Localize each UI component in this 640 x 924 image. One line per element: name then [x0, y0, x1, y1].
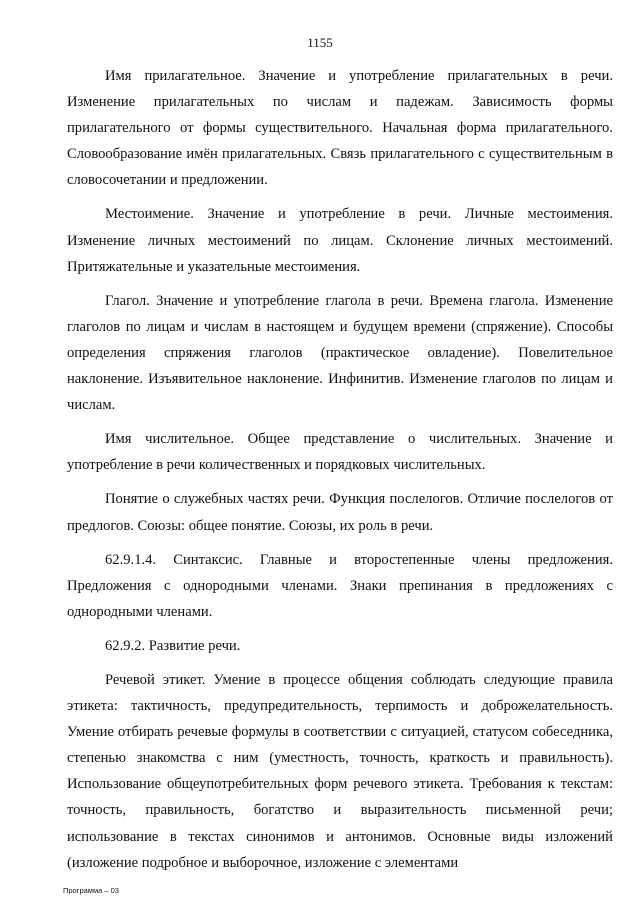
- paragraph-function-words: Понятие о служебных частях речи. Функция послелогов. Отличие послелогов от предлогов. Союзы: общее понятие. Союзы, их роль в речи.: [67, 491, 613, 534]
- section-heading-speech-development: 62.9.2. Развитие речи.: [105, 637, 241, 654]
- paragraph-numeral: Имя числительное. Общее представление о числительных. Значение и употребление в речи количественных и порядковых числительных.: [67, 431, 613, 474]
- page-number: 1155: [307, 35, 333, 50]
- paragraph-speech-etiquette: Речевой этикет. Умение в процессе общения соблюдать следующие правила этикета: тактичность, предупредительность, терпимость и доброжелательность. Умение отбирать речевые формулы в соответствии с ситуацией, статусом собеседника, степенью знакомства с ним (уместность, точность, краткость и правильность). Использование общеупотребительных форм речевого этикета. Требования к текстам: точность, правильность, богатство и выразительность письменной речи; использование в текстах синонимов и антонимов. Основные виды изложений (изложение подробное и выборочное, изложение с элементами: [67, 671, 613, 871]
- footer-label: Программа – 03: [63, 886, 119, 895]
- document-body: [67, 63, 613, 876]
- paragraph-pronoun: Местоимение. Значение и употребление в речи. Личные местоимения. Изменение личных местоимений по лицам. Склонение личных местоимений. Притяжательные и указательные местоимения.: [67, 206, 613, 275]
- paragraph-syntax: 62.9.1.4. Синтаксис. Главные и второстепенные члены предложения. Предложения с однородными членами. Знаки препинания в предложениях с однородными членами.: [67, 551, 613, 620]
- paragraph-adjective: Имя прилагательное. Значение и употребление прилагательных в речи. Изменение прилагательных по числам и падежам. Зависимость формы прилагательного от формы существительного. Начальная форма прилагательного. Словообразование имён прилагательных. Связь прилагательного с существительным в словосочетании и предложении.: [67, 68, 613, 189]
- paragraph-verb: Глагол. Значение и употребление глагола в речи. Времена глагола. Изменение глаголов по лицам и числам в настоящем и будущем времени (спряжение). Способы определения спряжения глаголов (практическое овладение). Повелительное наклонение. Изъявительное наклонение. Инфинитив. Изменение глаголов по лицам и числам.: [67, 292, 613, 414]
